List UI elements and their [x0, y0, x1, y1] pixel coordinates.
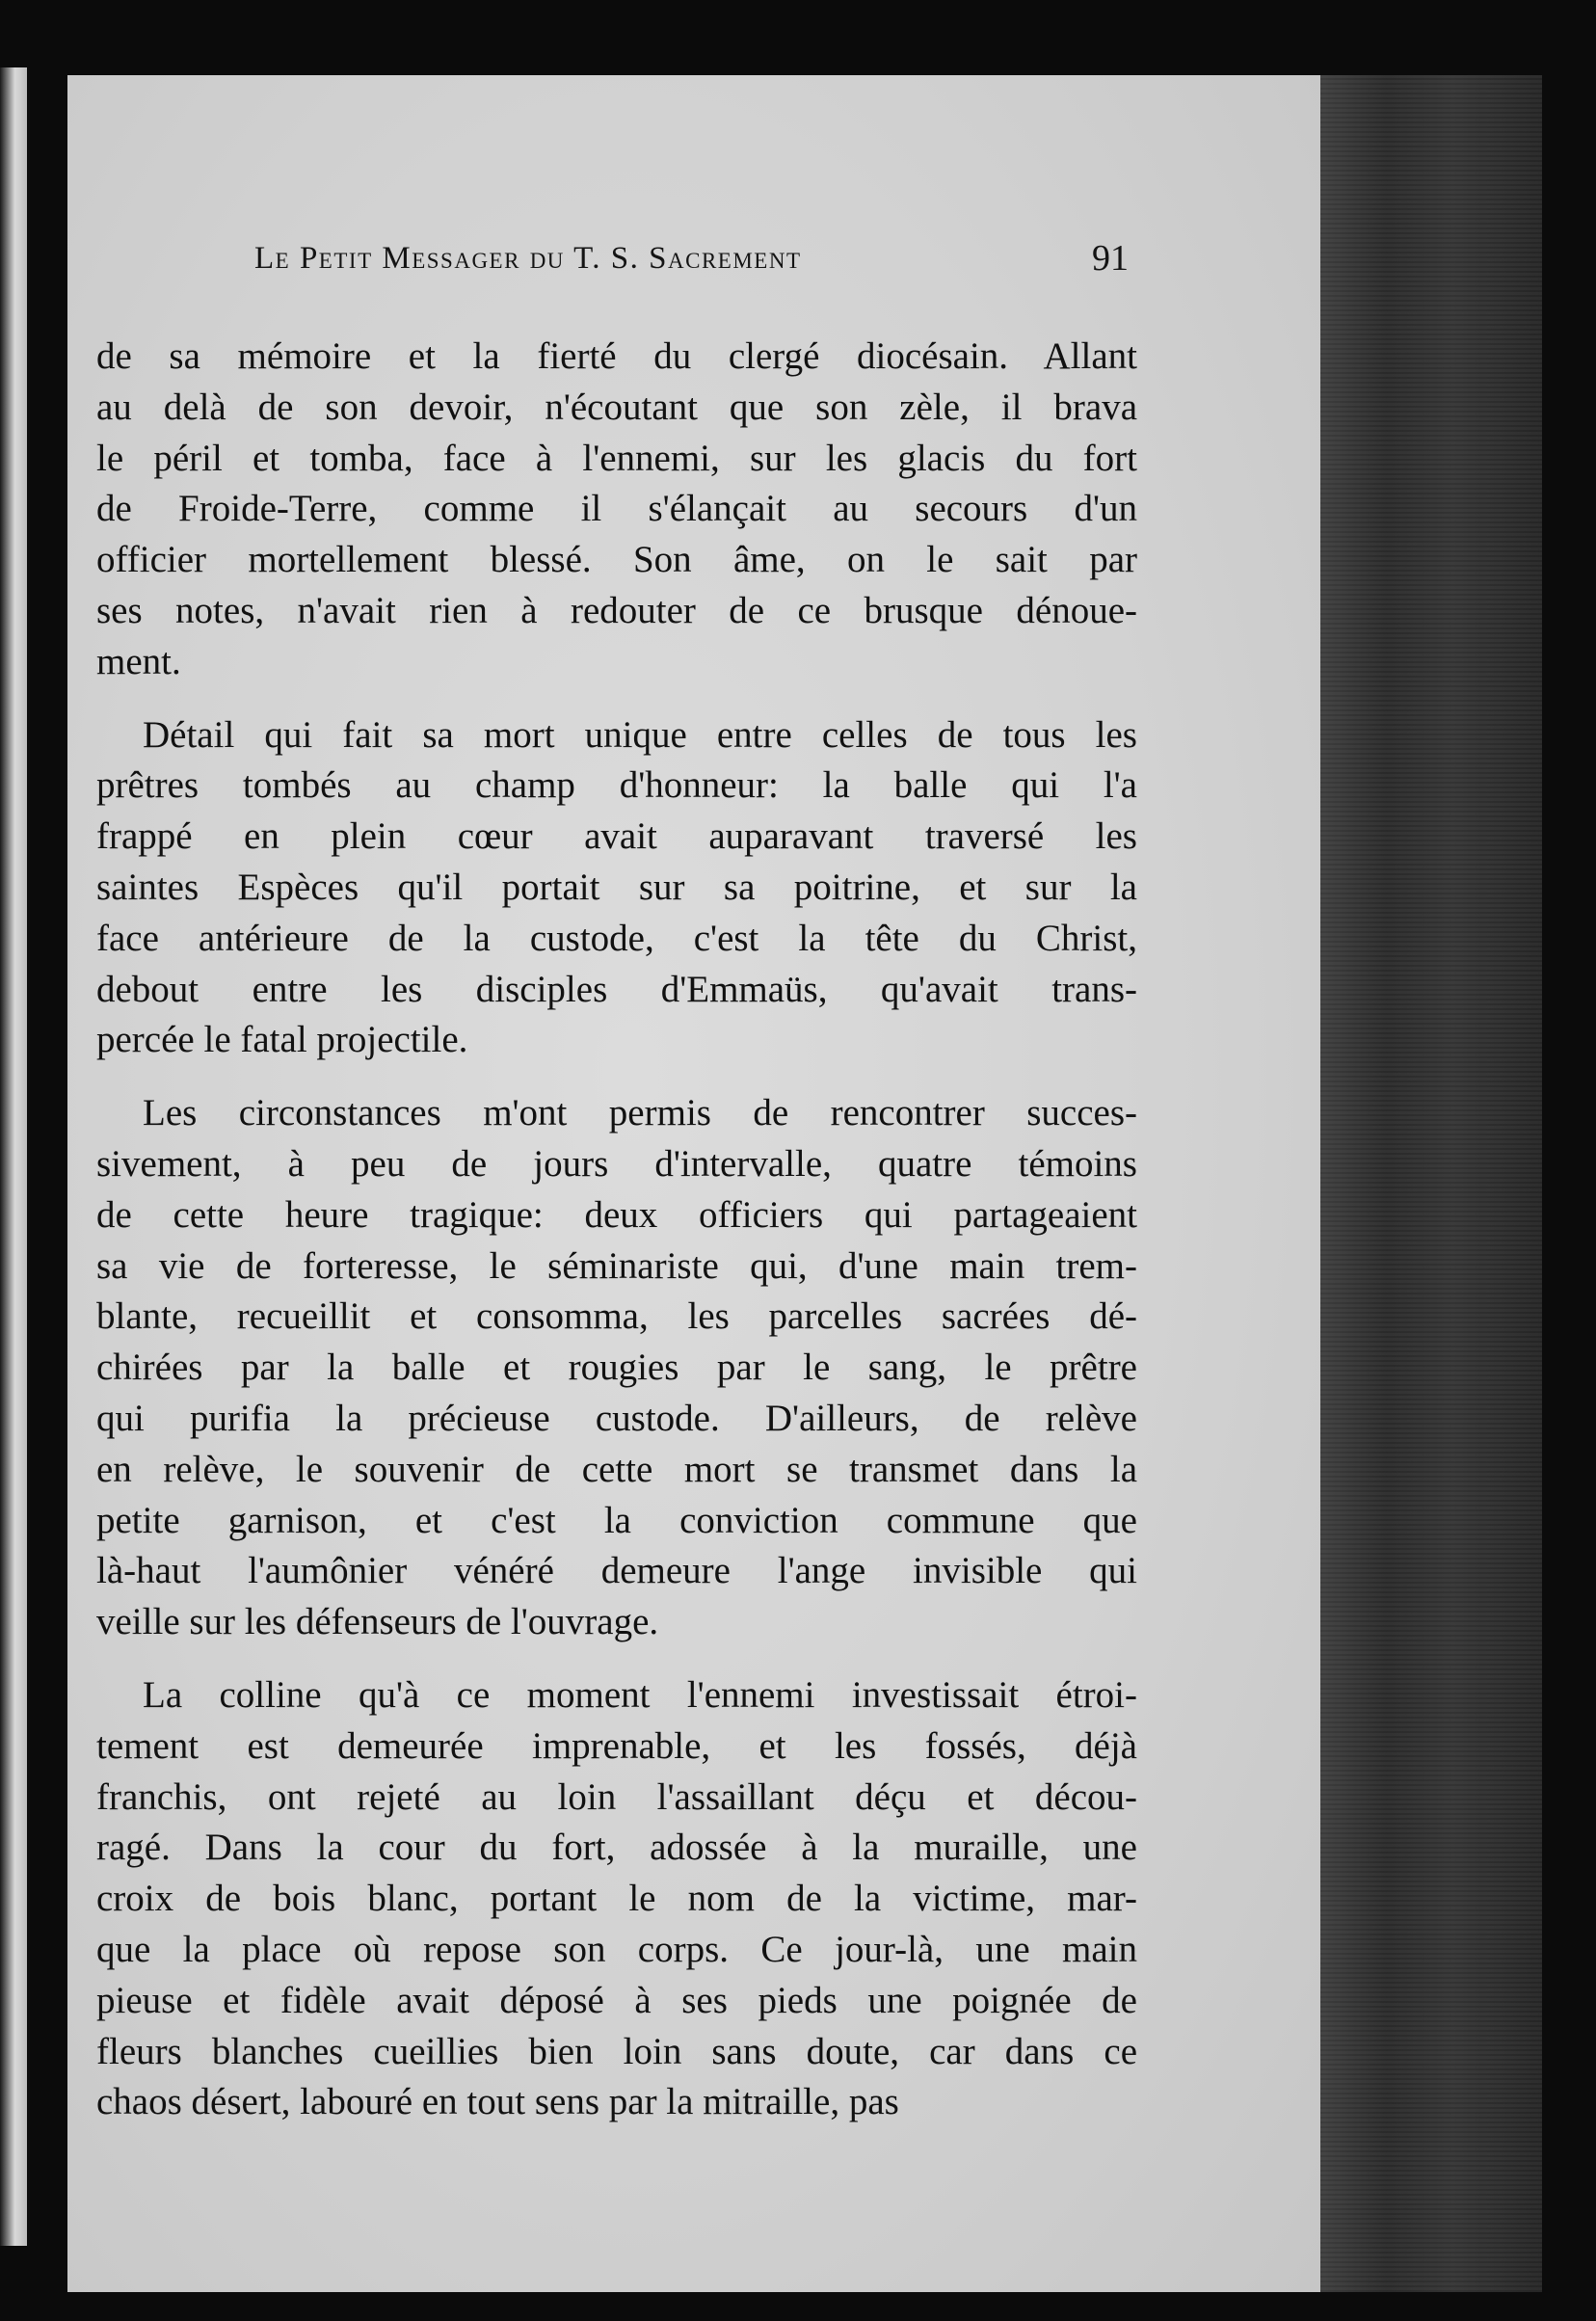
text-line: sa vie de forteresse, le séminariste qui, d'une main trem- [96, 1244, 1137, 1287]
scan-bottom-margin [67, 2292, 1542, 2321]
text-line: La colline qu'à ce moment l'ennemi investissait étroi- [143, 1673, 1137, 1716]
text-line: fleurs blanches cueillies bien loin sans doute, car dans ce [96, 2030, 1137, 2072]
text-line: tement est demeurée imprenable, et les fossés, déjà [96, 1724, 1137, 1767]
text-line: franchis, ont rejeté au loin l'assaillant déçu et décou- [96, 1775, 1137, 1818]
text-line: de Froide-Terre, comme il s'élançait au secours d'un [96, 488, 1137, 530]
paragraph [96, 1670, 1137, 2128]
text-line: officier mortellement blessé. Son âme, on le sait par [96, 539, 1137, 581]
text-line: ment. [96, 640, 181, 682]
book-fore-edge [1320, 75, 1542, 2292]
text-line: percée le fatal projectile. [96, 1019, 468, 1061]
text-line: Détail qui fait sa mort unique entre celles de tous les [143, 713, 1137, 756]
text-line: pieuse et fidèle avait déposé à ses pieds une poignée de [96, 1979, 1137, 2021]
text-line: chirées par la balle et rougies par le sang, le prêtre [96, 1347, 1137, 1389]
text-line: petite garnison, et c'est la conviction commune que [96, 1499, 1137, 1541]
text-line: veille sur les défenseurs de l'ouvrage. [96, 1601, 659, 1643]
text-line: que la place où repose son corps. Ce jour-là, une main [96, 1928, 1137, 1970]
text-line: face antérieure de la custode, c'est la tête du Christ, [96, 917, 1137, 959]
text-line: le péril et tomba, face à l'ennemi, sur les glacis du fort [96, 437, 1137, 479]
text-line: en relève, le souvenir de cette mort se transmet dans la [96, 1448, 1137, 1490]
paragraph [96, 1088, 1137, 1648]
text-line: Les circonstances m'ont permis de rencontrer succes- [143, 1092, 1137, 1134]
paragraph [96, 710, 1137, 1067]
text-line: blante, recueillit et consomma, les parcelles sacrées dé- [96, 1295, 1137, 1338]
text-line: ragé. Dans la cour du fort, adossée à la muraille, une [96, 1827, 1137, 1869]
text-line: ses notes, n'avait rien à redouter de ce brusque dénoue- [96, 589, 1137, 631]
text-line: croix de bois blanc, portant le nom de la victime, mar- [96, 1878, 1137, 1920]
text-line: de sa mémoire et la fierté du clergé diocésain. Allant [96, 335, 1137, 377]
text-line: chaos désert, labouré en tout sens par la mitraille, pas [96, 2081, 899, 2123]
text-line: de cette heure tragique: deux officiers qui partageaient [96, 1193, 1137, 1236]
text-line: qui purifia la précieuse custode. D'ailleurs, de relève [96, 1397, 1137, 1439]
text-line: frappé en plein cœur avait auparavant traversé les [96, 815, 1137, 858]
text-line: debout entre les disciples d'Emmaüs, qu'avait trans- [96, 968, 1137, 1010]
body-text [96, 332, 1137, 2128]
text-line: prêtres tombés au champ d'honneur: la balle qui l'a [96, 764, 1137, 807]
running-title-text: Le Petit Messager du T. S. Sacrement [254, 241, 802, 276]
facing-page-edge [0, 67, 27, 2246]
page-number: 91 [1092, 238, 1129, 279]
running-title [254, 241, 802, 277]
text-line: sivement, à peu de jours d'intervalle, quatre témoins [96, 1142, 1137, 1185]
paragraph [96, 332, 1137, 688]
text-line: là-haut l'aumônier vénéré demeure l'ange invisible qui [96, 1550, 1137, 1592]
text-line: au delà de son devoir, n'écoutant que son zèle, il brava [96, 386, 1137, 428]
text-line: saintes Espèces qu'il portait sur sa poitrine, et sur la [96, 866, 1137, 908]
